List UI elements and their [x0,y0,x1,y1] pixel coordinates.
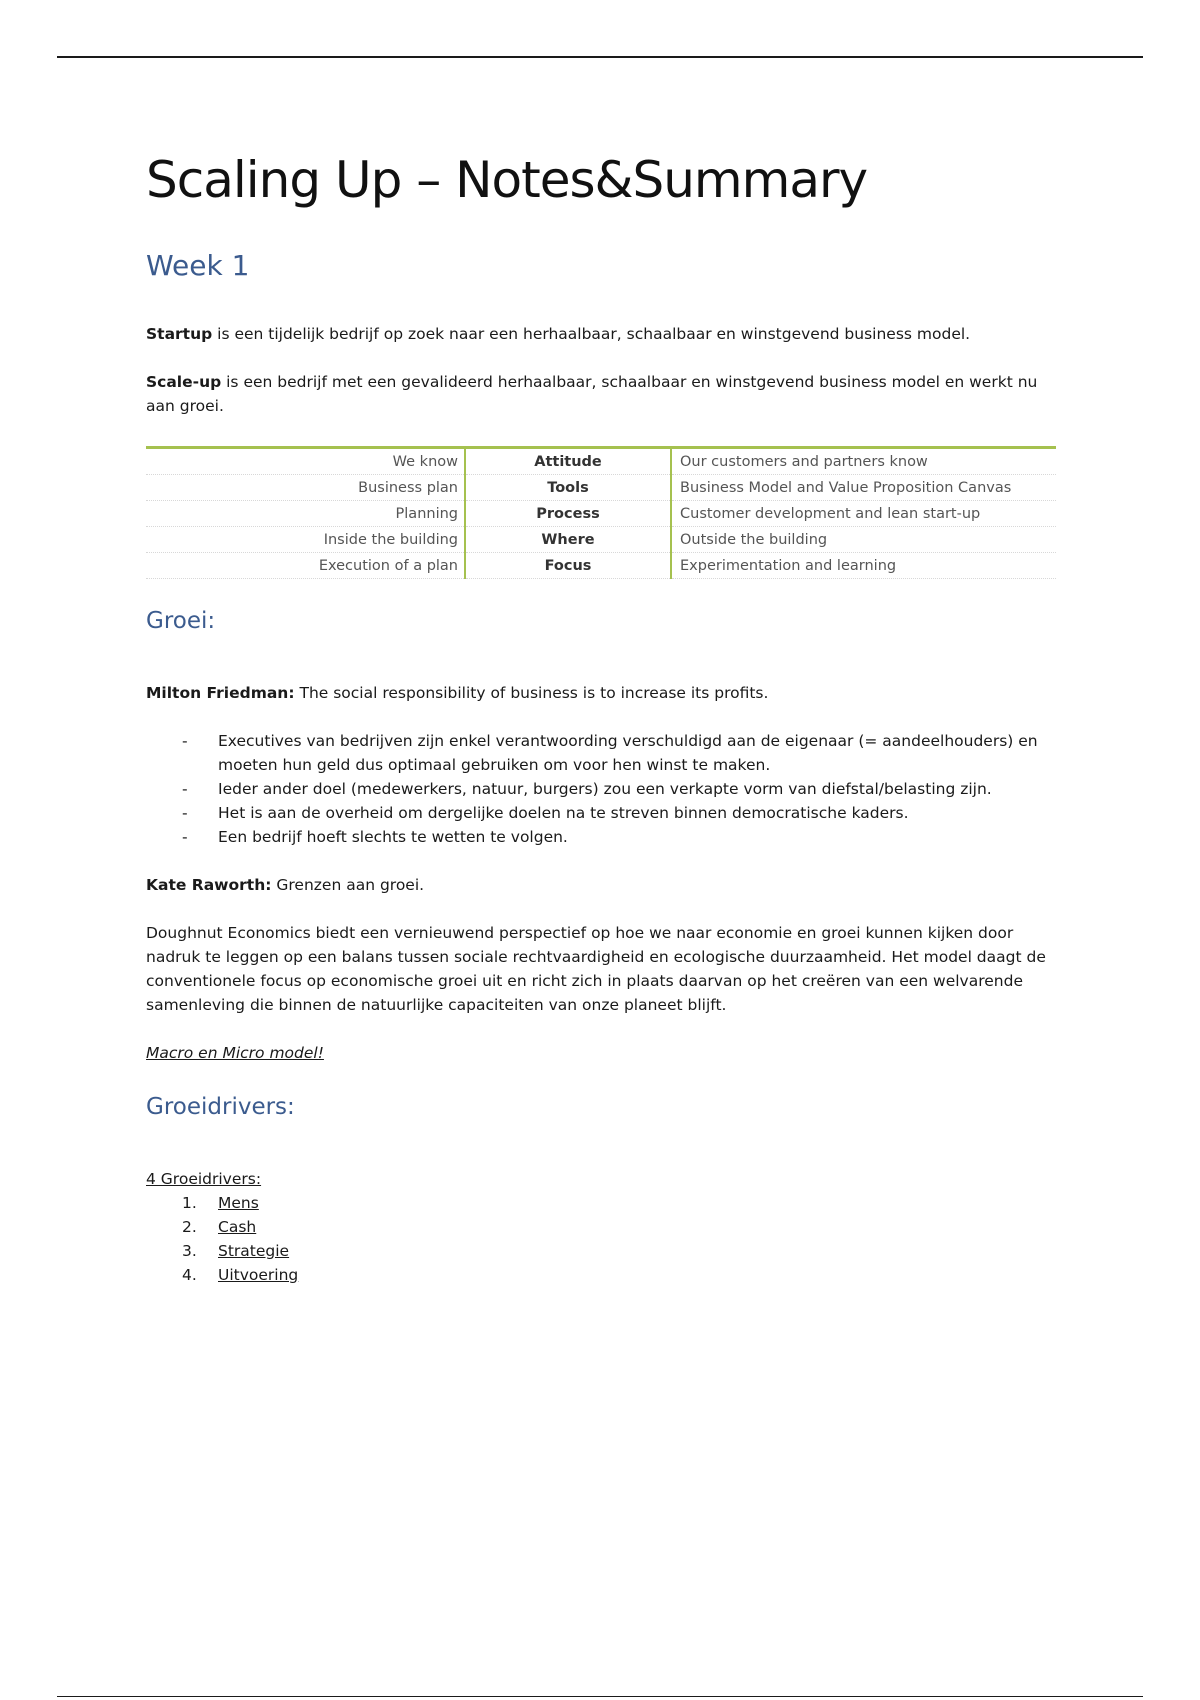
dash-bullet: - [182,828,188,846]
table-cell-mid: Attitude [465,448,671,475]
friedman-points [146,729,1056,849]
table-cell-left: Business plan [146,475,465,501]
dash-bullet: - [182,804,188,822]
table-cell-mid: Tools [465,475,671,501]
list-item-text: Executives van bedrijven zijn enkel verantwoording verschuldigd aan de eigenaar (= aandeelhouders) en moeten hun geld dus optimaal gebruiken om voor hen winst te maken. [218,732,1038,774]
list-item [146,801,1056,825]
header-rule [57,56,1143,58]
groeidrivers-heading: Groeidrivers: [146,1094,295,1120]
table-cell-mid: Where [465,527,671,553]
table-cell-right: Our customers and partners know [671,448,1056,475]
table-row [146,501,1056,527]
raworth-line [146,873,1056,897]
list-item [146,729,1056,777]
scaleup-text: is een bedrijf met een gevalideerd herhaalbaar, schaalbaar en winstgevend business model en werkt nu aan groei. [146,373,1038,415]
raworth-text: Grenzen aan groei. [271,876,425,894]
table-cell-right: Customer development and lean start-up [671,501,1056,527]
document-title: Scaling Up – Notes&Summary [146,151,868,209]
table-cell-right: Outside the building [671,527,1056,553]
table-cell-left: Inside the building [146,527,465,553]
list-number: 2. [182,1218,197,1236]
list-item [146,825,1056,849]
scaleup-term: Scale-up [146,373,222,391]
table-cell-left: Planning [146,501,465,527]
list-item-text: Ieder ander doel (medewerkers, natuur, burgers) zou een verkapte vorm van diefstal/belasting zijn. [218,780,992,798]
list-item [146,777,1056,801]
table-cell-right: Experimentation and learning [671,553,1056,579]
list-item [146,1215,1056,1239]
startup-definition [146,322,1056,346]
raworth-name: Kate Raworth: [146,876,272,894]
startup-text: is een tijdelijk bedrijf op zoek naar een herhaalbaar, schaalbaar en winstgevend business model. [212,325,971,343]
table-cell-left: We know [146,448,465,475]
comparison-table [146,446,1056,579]
list-number: 4. [182,1266,197,1284]
list-item [146,1239,1056,1263]
groeidriver-cash: Cash [218,1218,257,1236]
groeidrivers-list [146,1191,1056,1287]
groeidrivers-label-text: 4 Groeidrivers: [146,1170,262,1188]
table-cell-mid: Focus [465,553,671,579]
groei-heading: Groei: [146,608,216,634]
week-heading: Week 1 [146,249,250,282]
scaleup-definition [146,370,1056,418]
list-item [146,1263,1056,1287]
groeidrivers-label [146,1167,1056,1191]
friedman-text: The social responsibility of business is to increase its profits. [294,684,769,702]
dash-bullet: - [182,780,188,798]
list-item-text: Het is aan de overheid om dergelijke doelen na te streven binnen democratische kaders. [218,804,909,822]
friedman-name: Milton Friedman: [146,684,295,702]
groeidriver-mens: Mens [218,1194,259,1212]
macro-micro-text: Macro en Micro model! [146,1044,324,1062]
table-cell-mid: Process [465,501,671,527]
groeidriver-strategie: Strategie [218,1242,290,1260]
table-cell-left: Execution of a plan [146,553,465,579]
list-item-text: Een bedrijf hoeft slechts te wetten te volgen. [218,828,568,846]
list-number: 1. [182,1194,197,1212]
doughnut-paragraph: Doughnut Economics biedt een vernieuwend perspectief op hoe we naar economie en groei kunnen kijken door nadruk te leggen op een balans tussen sociale rechtvaardigheid en ecologische duurzaamheid. Het model daagt de conventionele focus op economische groei uit en richt zich in plaats daarvan op het creëren van een welvarende samenleving die binnen de natuurlijke capaciteiten van onze planeet blijft. [146,924,1046,1014]
list-item [146,1191,1056,1215]
list-number: 3. [182,1242,197,1260]
table-row [146,448,1056,475]
groeidriver-uitvoering: Uitvoering [218,1266,299,1284]
table-row [146,527,1056,553]
document-page [146,150,1056,1287]
friedman-quote [146,681,1056,705]
macro-micro-note [146,1041,1056,1065]
table-cell-right: Business Model and Value Proposition Canvas [671,475,1056,501]
startup-term: Startup [146,325,213,343]
footer-rule [57,1696,1143,1697]
table-row [146,475,1056,501]
dash-bullet: - [182,732,188,750]
table-row [146,553,1056,579]
